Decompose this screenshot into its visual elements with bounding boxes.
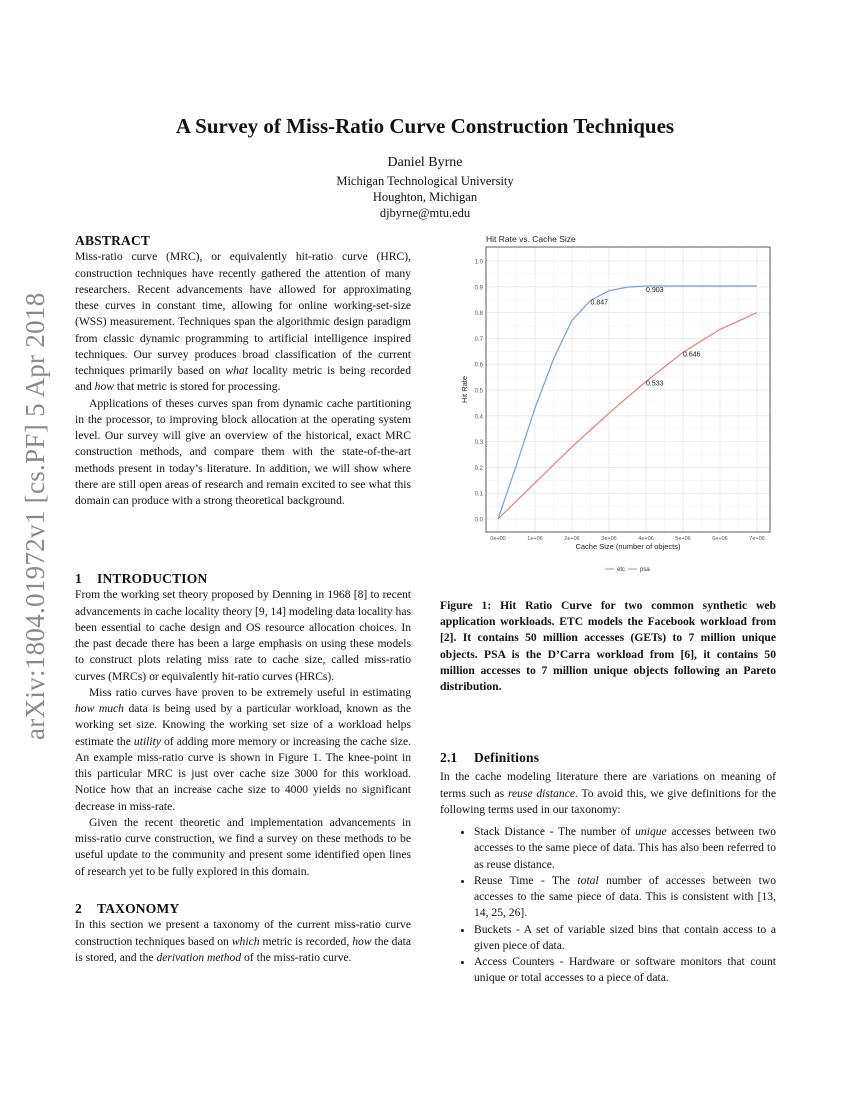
intro-paragraph: From the working set theory proposed by Denning in 1968 [8] to recent advancements in cache locality theory [9, 14] modeling data locality has been essential to cache design and OS resource allocation choices. In the past decade there has been a large emphasis on using these models to construct plots relating miss rate to cache size, called miss-ratio curves (MRCs) or equivalently hit-ratio curves (HRCs). [75, 588, 411, 683]
x-tick-label: 1e+06 [527, 536, 543, 542]
y-tick-label: 0.4 [474, 414, 483, 421]
y-tick-label: 0.6 [474, 362, 483, 369]
definitions-section [440, 750, 776, 987]
author-name: Daniel Byrne [387, 155, 463, 170]
intro-paragraph: Given the recent theoretic and implementation advancements in miss-ratio curve construction, we find a survey on these methods to be useful update to the community and present some identified open lines of research yet to be fully explored in this domain. [75, 815, 411, 878]
list-item: • Reuse Time - The total number of accesses between two accesses to the same piece of data. This is consistent with [13, 14, 25, 26]. [474, 873, 776, 922]
taxonomy-section [75, 901, 411, 966]
hit-rate-chart [455, 228, 775, 578]
y-tick-label: 0.7 [474, 336, 483, 343]
definitions-list [446, 824, 776, 987]
author-location: Houghton, Michigan [372, 190, 478, 204]
abstract-heading: ABSTRACT [75, 233, 151, 248]
legend-label: etc [617, 567, 626, 573]
y-tick-label: 1.0 [474, 259, 483, 266]
section-heading: 2 TAXONOMY [75, 901, 180, 916]
author-affiliation: Michigan Technological University [336, 174, 514, 188]
list-item: • Access Counters - Hardware or software monitors that count unique or total accesses to a piece of data. [474, 954, 776, 987]
y-tick-label: 0.0 [474, 517, 483, 524]
data-label: 0.646 [683, 351, 701, 359]
taxonomy-paragraph: In this section we present a taxonomy of the current miss-ratio curve construction techniques based on which metric is recorded, how the data is stored, and the derivation method of the miss-ratio curve. [75, 918, 411, 964]
figure-caption: Figure 1: Hit Ratio Curve for two common synthetic web application workloads. ETC models the Facebook workload from [2]. It contains 50 million accesses (GETs) to 7 million unique objects. PSA is the D’Carra workload from [6], it contains 50 million accesses to 7 million unique objects following an Pareto distribution. [440, 599, 776, 694]
introduction-section [75, 571, 411, 880]
paper-title: A Survey of Miss-Ratio Curve Construction Techniques [175, 114, 675, 138]
y-tick-label: 0.5 [474, 388, 483, 395]
chart-title: Hit Rate vs. Cache Size [486, 234, 576, 244]
abstract-section [75, 233, 411, 509]
subsection-heading: 2.1 Definitions [440, 750, 540, 765]
intro-paragraph: Miss ratio curves have proven to be extremely useful in estimating how much data is being used by a particular workload, known as the working set size. Knowing the working set size of a workload helps estimate the utility of adding more memory or increasing the cache size. An example miss-ratio curve is shown in Figure 1. The knee-point in this particular MRC is just over cache size 3000 for this workload. Notice how that an increase cache size to 4000 yields no significant decrease in miss-rate. [75, 685, 411, 813]
x-tick-label: 0e+00 [490, 536, 506, 542]
arxiv-watermark: arXiv:1804.01972v1 [cs.PF] 5 Apr 2018 [20, 292, 50, 740]
y-tick-label: 0.1 [474, 491, 483, 498]
abstract-paragraph: Applications of theses curves span from dynamic cache partitioning in the processor, to improving block allocation at the operating system level. Our survey will give an overview of the historical, exact MRC construction methods, and compare them with the state-of-the-art methods present in today’s literature. In addition, we will show where there are still open areas of research and remain excited to see what this domain can produce with a strong theoretical background. [75, 396, 411, 507]
abstract-paragraph: Miss-ratio curve (MRC), or equivalently hit-ratio curve (HRC), construction techniques have recently gathered the attention of many researchers. Recent advancements have allowed for approximating these curves in constant time, allowing for online working-set-size (WSS) measurement. Techniques span the algorithmic design paradigm from classic dynamic programming to artificial intelligence inspired techniques. Our survey produces broad classification of the current techniques primarily based on what locality metric is being recorded and how that metric is stored for processing. [75, 250, 411, 394]
data-label: 0.847 [590, 299, 609, 307]
x-tick-label: 3e+06 [601, 536, 617, 542]
y-tick-label: 0.9 [474, 285, 483, 292]
data-label: 0.533 [646, 380, 664, 388]
list-item: • Stack Distance - The number of unique accesses between two accesses to the same piece of data. This has also been referred to as reuse distance. [474, 824, 776, 873]
section-heading: 1 INTRODUCTION [75, 571, 208, 586]
author-email: djbyrne@mtu.edu [379, 206, 471, 220]
x-tick-label: 2e+06 [564, 536, 580, 542]
y-tick-label: 0.2 [474, 465, 483, 472]
x-axis-label: Cache Size (number of objects) [575, 542, 681, 551]
y-axis-label: Hit Rate [460, 375, 469, 404]
legend-label: psa [640, 567, 650, 573]
list-item: • Buckets - A set of variable sized bins that contain access to a given piece of data. [474, 922, 776, 955]
data-label: 0.903 [646, 287, 664, 295]
x-tick-label: 6e+06 [712, 536, 728, 542]
y-tick-label: 0.3 [474, 440, 483, 447]
x-tick-label: 4e+06 [638, 536, 654, 542]
definitions-paragraph: In the cache modeling literature there are variations on meaning of terms such as reuse distance. To avoid this, we give definitions for the following terms used in our taxonomy: [440, 770, 776, 816]
y-tick-label: 0.8 [474, 311, 483, 318]
x-tick-label: 7e+06 [749, 536, 765, 542]
x-tick-label: 5e+06 [675, 536, 691, 542]
